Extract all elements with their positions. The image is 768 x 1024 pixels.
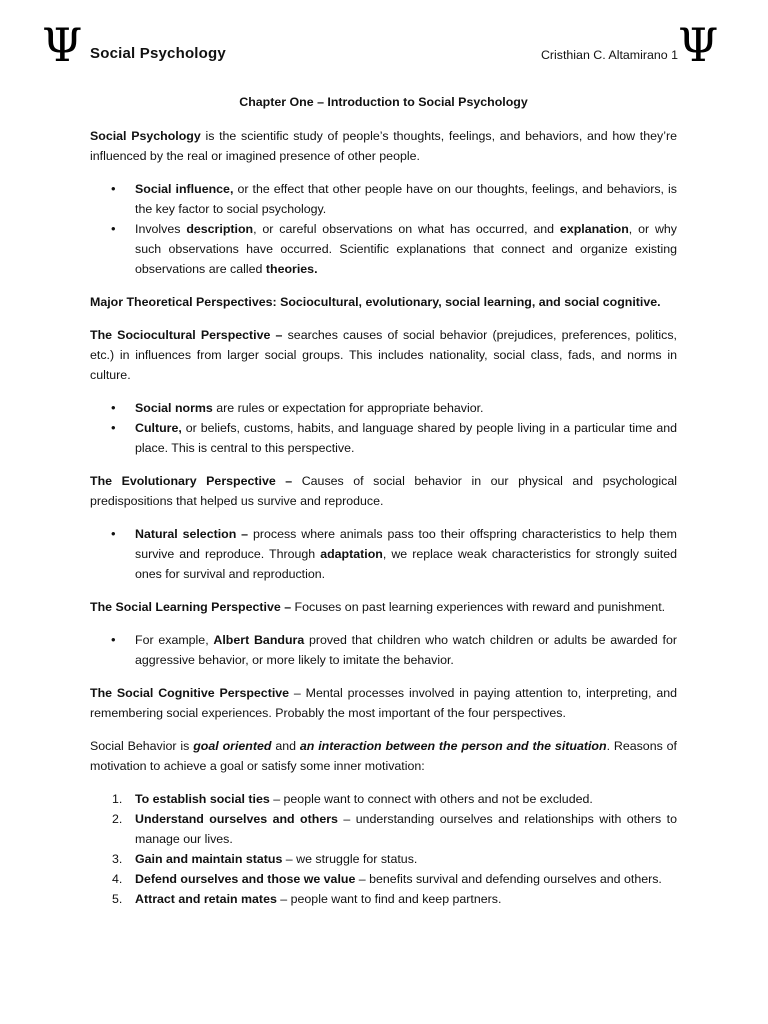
term: description	[186, 222, 254, 236]
header-title: Social Psychology	[90, 45, 226, 62]
term: Albert Bandura	[213, 633, 305, 647]
header-author: Cristhian C. Altamirano 1	[540, 48, 678, 62]
term: The Social Learning Perspective –	[90, 600, 292, 614]
text: , or careful observations on what has occurred, and	[253, 222, 560, 236]
text: Causes of social behavior in our physical and psychological predispositions that helped us survive and reproduce.	[90, 474, 677, 508]
list-item	[90, 889, 677, 909]
text: – understanding ourselves and relationships with others to manage our lives.	[135, 812, 677, 846]
text: or the effect that other people have on our thoughts, feelings, and behaviors, is the key factor to social psychology.	[135, 182, 677, 216]
list-number: 3.	[112, 852, 123, 866]
term: theories.	[265, 262, 318, 276]
list-item	[90, 219, 677, 279]
psi-logo-right: Ψ	[678, 18, 719, 72]
list-item	[90, 524, 677, 584]
text: are rules or expectation for appropriate behavior.	[212, 401, 484, 415]
text: , or why such observations have occurred. Scientific explanations that connect and organize existing observations are called	[135, 222, 677, 276]
term: Social influence,	[135, 182, 234, 196]
term: Social norms	[135, 401, 213, 415]
list-item	[90, 630, 677, 670]
text: – benefits survival and defending ourselves and others.	[355, 872, 662, 886]
list-number: 4.	[112, 872, 123, 886]
intro-term: Social Psychology	[90, 129, 201, 143]
list-item	[90, 398, 677, 418]
psi-logo-left: Ψ	[42, 18, 83, 72]
text: – we struggle for status.	[282, 852, 418, 866]
text: Social Behavior is	[90, 739, 194, 753]
term: To establish social ties	[135, 792, 270, 806]
list-item	[90, 849, 677, 869]
evolutionary-bullet-list	[90, 524, 677, 584]
term: The Evolutionary Perspective –	[90, 474, 293, 488]
term: Gain and maintain status	[135, 852, 283, 866]
text: searches causes of social behavior (prejudices, preferences, politics, etc.) in influences from larger social groups. This includes nationality, social class, fads, and norms in culture.	[90, 328, 678, 382]
term: explanation	[559, 222, 629, 236]
term: The Social Cognitive Perspective	[90, 686, 290, 700]
text: For example,	[135, 633, 214, 647]
list-item	[90, 179, 677, 219]
intro-bullet-list	[90, 179, 677, 279]
document-body	[90, 92, 677, 909]
text: – Mental processes involved in paying attention to, interpreting, and remembering social experiences. Probably the most important of the four perspectives.	[90, 686, 678, 720]
social-behavior-paragraph	[90, 736, 677, 776]
major-heading	[90, 292, 677, 312]
evolutionary-paragraph	[90, 471, 677, 511]
motivation-numbered-list	[90, 789, 677, 909]
term: goal oriented	[193, 739, 272, 753]
term: adaptation	[320, 547, 383, 561]
text: Focuses on past learning experiences with reward and punishment.	[291, 600, 666, 614]
text: – people want to find and keep partners.	[276, 892, 502, 906]
term: Attract and retain mates	[135, 892, 277, 906]
term: Understand ourselves and others	[135, 812, 338, 826]
text: , we replace weak characteristics for strongly suited ones for survival and reproduction.	[135, 547, 677, 581]
text: proved that children who watch children or adults be awarded for aggressive behavior, or more likely to imitate the behavior.	[135, 633, 677, 667]
list-item	[90, 809, 677, 849]
intro-text: is the scientific study of people’s thoughts, feelings, and behaviors, and how they’re influenced by the real or imagined presence of other people.	[90, 129, 677, 163]
text: – people want to connect with others and not be excluded.	[269, 792, 593, 806]
text: Involves	[135, 222, 187, 236]
text: and	[271, 739, 300, 753]
list-number: 2.	[112, 812, 123, 826]
list-item	[90, 418, 677, 458]
list-number: 1.	[112, 792, 123, 806]
term: Culture,	[135, 421, 182, 435]
sociocultural-bullet-list	[90, 398, 677, 458]
text: process where animals pass too their offspring characteristics to help them survive and reproduce. Through	[135, 527, 677, 561]
social-learning-bullet-list	[90, 630, 677, 670]
text: . Reasons of motivation to achieve a goal or satisfy some inner motivation:	[90, 739, 677, 773]
major-heading-text: Major Theoretical Perspectives: Sociocultural, evolutionary, social learning, and social cognitive.	[90, 295, 661, 309]
term: Defend ourselves and those we value	[135, 872, 356, 886]
social-cognitive-paragraph	[90, 683, 677, 723]
term: Natural selection –	[135, 527, 249, 541]
intro-paragraph	[90, 126, 677, 166]
chapter-title: Chapter One – Introduction to Social Psychology	[239, 95, 528, 109]
list-number: 5.	[112, 892, 123, 906]
list-item	[90, 869, 677, 889]
social-learning-paragraph	[90, 597, 677, 617]
term: an interaction between the person and the situation	[299, 739, 607, 753]
term: The Sociocultural Perspective –	[90, 328, 283, 342]
list-item	[90, 789, 677, 809]
sociocultural-paragraph	[90, 325, 677, 385]
text: or beliefs, customs, habits, and language shared by people living in a particular time and place. This is central to this perspective.	[135, 421, 677, 455]
